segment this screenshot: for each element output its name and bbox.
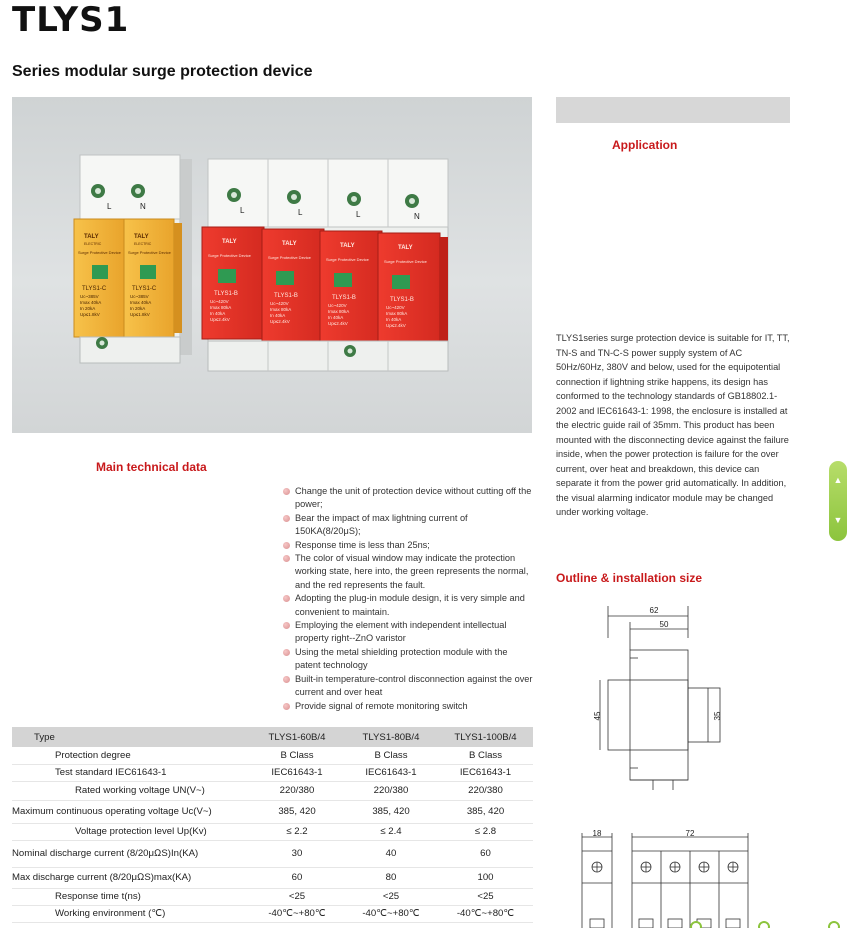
table-cell: 385, 420 bbox=[438, 800, 533, 823]
table-row bbox=[12, 905, 533, 922]
table-row bbox=[12, 867, 533, 888]
table-row bbox=[12, 800, 533, 823]
table-row bbox=[12, 840, 533, 867]
large-terminal-label: L bbox=[240, 206, 245, 215]
triangle-up-icon[interactable]: ▲ bbox=[833, 475, 843, 485]
product-illustration bbox=[12, 97, 532, 433]
front-dimension-diagram bbox=[578, 827, 778, 928]
large-model-label: TLYS1-B bbox=[390, 297, 414, 303]
table-cell: 60 bbox=[250, 867, 344, 888]
module-brand: TALY bbox=[282, 241, 297, 247]
large-spec-line: Imax 80kA bbox=[270, 307, 292, 312]
large-surge-unit bbox=[202, 159, 448, 371]
row-label: Max discharge current (8/20μΩS)max(KA) bbox=[12, 867, 250, 888]
feature-list bbox=[283, 485, 533, 713]
dim-62: 62 bbox=[649, 606, 659, 615]
row-label: Working environment (℃) bbox=[12, 905, 250, 922]
row-label: Test standard IEC61643-1 bbox=[12, 764, 250, 781]
module-device-label: Surge Protective Device bbox=[384, 259, 427, 264]
table-cell: IEC61643-1 bbox=[344, 764, 438, 781]
module-device-label: Surge Protective Device bbox=[268, 255, 311, 260]
feature-text: Built-in temperature-control disconnection against the over current and over heat bbox=[295, 673, 533, 698]
large-model-label: TLYS1-B bbox=[214, 291, 238, 297]
large-spec-line: Imax 80kA bbox=[386, 311, 408, 316]
list-item bbox=[283, 539, 533, 552]
row-label: Maximum continuous operating voltage Uc(V~) bbox=[12, 800, 250, 823]
module-brand: TALY bbox=[222, 239, 237, 245]
large-spec-line: Uc~420V bbox=[386, 305, 405, 310]
triangle-down-icon[interactable]: ▼ bbox=[833, 515, 843, 525]
column-header: TLYS1-100B/4 bbox=[438, 727, 533, 747]
table-cell: B Class bbox=[438, 747, 533, 764]
table-cell: <25 bbox=[344, 888, 438, 905]
dim-18: 18 bbox=[592, 829, 602, 838]
feature-text: Using the metal shielding protection module with the patent technology bbox=[295, 646, 508, 671]
large-spec-line: Up≤2.4kV bbox=[210, 317, 230, 322]
table-row bbox=[12, 747, 533, 764]
side-dimension-diagram bbox=[578, 598, 738, 798]
large-spec-line: In 40kA bbox=[210, 311, 226, 316]
page-subtitle: Series modular surge protection device bbox=[12, 63, 313, 80]
table-cell: 30 bbox=[250, 840, 344, 867]
bullet-icon bbox=[283, 555, 290, 562]
large-spec-line: In 40kA bbox=[328, 315, 344, 320]
table-cell: IEC61643-1 bbox=[250, 764, 344, 781]
module-brand: TALY bbox=[398, 245, 413, 251]
module-device-label: Surge Protective Device bbox=[208, 253, 251, 258]
row-label: Rated working voltage UN(V~) bbox=[12, 781, 250, 800]
small-terminal-label: N bbox=[140, 202, 146, 211]
table-row bbox=[12, 888, 533, 905]
row-label: Response time t(ns) bbox=[12, 888, 250, 905]
table-cell: ≤ 2.4 bbox=[344, 823, 438, 840]
table-row bbox=[12, 823, 533, 840]
bullet-icon bbox=[283, 676, 290, 683]
feature-text: Response time is less than 25ns; bbox=[295, 539, 430, 550]
outline-title: Outline & installation size bbox=[556, 571, 703, 585]
page-dot[interactable] bbox=[758, 921, 770, 928]
brand-title: TLYS1 bbox=[12, 0, 130, 40]
dim-72: 72 bbox=[685, 829, 695, 838]
small-model-label: TLYS1-C bbox=[82, 286, 107, 292]
list-item bbox=[283, 512, 533, 539]
row-label: Voltage protection level Up(Kv) bbox=[12, 823, 250, 840]
dim-50: 50 bbox=[659, 620, 669, 629]
large-spec-line: Up≤2.4kV bbox=[328, 321, 348, 326]
feature-text: Provide signal of remote monitoring switch bbox=[295, 700, 468, 711]
module-device-label: Surge Protective Device bbox=[326, 257, 369, 262]
table-cell: 220/380 bbox=[344, 781, 438, 800]
large-terminal-label: L bbox=[298, 208, 303, 217]
table-cell: 220/380 bbox=[438, 781, 533, 800]
large-spec-line: Uc~420V bbox=[210, 299, 229, 304]
table-row bbox=[12, 764, 533, 781]
list-item bbox=[283, 552, 533, 592]
small-spec-line: Up≤1.8kV bbox=[80, 312, 100, 317]
page-dot[interactable] bbox=[828, 921, 840, 928]
product-photo bbox=[12, 97, 532, 433]
table-cell: 40 bbox=[344, 840, 438, 867]
main-data-title: Main technical data bbox=[96, 460, 207, 474]
row-label: Nominal discharge current (8/20μΩS)In(KA) bbox=[12, 840, 250, 867]
table-cell: -40℃~+80℃ bbox=[438, 905, 533, 922]
small-spec-line: Imax 40kA bbox=[80, 300, 102, 305]
feature-text: Bear the impact of max lightning current of 150KA(8/20μS); bbox=[295, 512, 468, 537]
table-cell: ≤ 2.8 bbox=[438, 823, 533, 840]
large-terminal-label: N bbox=[414, 212, 420, 221]
feature-text: Employing the element with independent intellectual property right--ZnO varistor bbox=[295, 620, 507, 644]
module-sublabel: ELECTRIC bbox=[134, 242, 152, 246]
column-header: TLYS1-60B/4 bbox=[250, 727, 344, 747]
large-spec-line: Uc~420V bbox=[270, 301, 289, 306]
bullet-icon bbox=[283, 649, 290, 656]
table-cell: ≤ 2.2 bbox=[250, 823, 344, 840]
small-spec-line: Imax 40kA bbox=[130, 300, 152, 305]
table-header-row bbox=[12, 727, 533, 747]
table-cell: -40℃~+80℃ bbox=[250, 905, 344, 922]
small-model-label: TLYS1-C bbox=[132, 286, 157, 292]
feature-text: Change the unit of protection device without cutting off the power; bbox=[295, 486, 532, 510]
large-spec-line: Imax 80kA bbox=[328, 309, 350, 314]
bullet-icon bbox=[283, 542, 290, 549]
bullet-icon bbox=[283, 488, 290, 495]
bullet-icon bbox=[283, 703, 290, 710]
list-item bbox=[283, 592, 533, 619]
small-spec-line: Uc~385V bbox=[130, 294, 149, 299]
list-item bbox=[283, 700, 533, 713]
module-brand: TALY bbox=[84, 234, 99, 240]
small-spec-line: In 20kA bbox=[80, 306, 96, 311]
table-cell: <25 bbox=[438, 888, 533, 905]
row-label: Protection degree bbox=[12, 747, 250, 764]
table-cell: 80 bbox=[344, 867, 438, 888]
module-device-label: Surge Protective Device bbox=[78, 250, 121, 255]
module-brand: TALY bbox=[340, 243, 355, 249]
application-text: TLYS1series surge protection device is suitable for IT, TT, TN-S and TN-C-S power supply system of AC 50Hz/60Hz, 380V and below, used for the equipotential connection if lightning strike happens, its design has conformed to the technology standards of GB18802.1-2002 and IEC61643-1: 1998, the enclosure is installed at the electric guide rail of 35mm. This product has been mounted with the disconnecting device against the failure inside, when the power protection is failure for the over current, over heat and breakdown, this device can separate it from the power grid automatically. In addition, the visual alarming indicator module may be changed under working voltage. bbox=[556, 333, 790, 517]
module-sublabel: ELECTRIC bbox=[84, 242, 102, 246]
module-brand: TALY bbox=[134, 234, 149, 240]
large-model-label: TLYS1-B bbox=[332, 295, 356, 301]
small-terminal-label: L bbox=[107, 202, 112, 211]
table-cell: -40℃~+80℃ bbox=[344, 905, 438, 922]
small-surge-unit bbox=[74, 155, 192, 363]
list-item bbox=[283, 646, 533, 673]
large-terminal-label: L bbox=[356, 210, 361, 219]
page-dot[interactable] bbox=[690, 921, 702, 928]
large-spec-line: Uc~420V bbox=[328, 303, 347, 308]
table-row bbox=[12, 781, 533, 800]
large-spec-line: Imax 80kA bbox=[210, 305, 232, 310]
column-header: TLYS1-80B/4 bbox=[344, 727, 438, 747]
module-device-label: Surge Protective Device bbox=[128, 250, 171, 255]
list-item bbox=[283, 485, 533, 512]
large-spec-line: Up≤2.4kV bbox=[386, 323, 406, 328]
bullet-icon bbox=[283, 595, 290, 602]
large-spec-line: In 40kA bbox=[270, 313, 286, 318]
application-header-bar bbox=[556, 97, 790, 123]
table-cell: IEC61643-1 bbox=[438, 764, 533, 781]
large-model-label: TLYS1-B bbox=[274, 293, 298, 299]
table-cell: <25 bbox=[250, 888, 344, 905]
table-cell: 385, 420 bbox=[344, 800, 438, 823]
dim-45: 45 bbox=[593, 711, 602, 721]
list-item bbox=[283, 619, 533, 646]
feature-text: The color of visual window may indicate the protection working state, here into, the green represents the normal, and the red represents the fault. bbox=[295, 553, 529, 590]
large-spec-line: Up≤2.4kV bbox=[270, 319, 290, 324]
small-spec-line: Up≤1.8kV bbox=[130, 312, 150, 317]
scroll-widget[interactable] bbox=[829, 461, 847, 541]
column-header: Type bbox=[12, 727, 250, 747]
feature-text: Adopting the plug-in module design, it is very simple and convenient to maintain. bbox=[295, 593, 525, 617]
table-cell: 100 bbox=[438, 867, 533, 888]
table-cell: 385, 420 bbox=[250, 800, 344, 823]
small-spec-line: Uc~385V bbox=[80, 294, 99, 299]
application-title: Application bbox=[612, 138, 678, 152]
large-spec-line: In 40kA bbox=[386, 317, 402, 322]
list-item bbox=[283, 673, 533, 700]
table-cell: 60 bbox=[438, 840, 533, 867]
bullet-icon bbox=[283, 515, 290, 522]
table-cell: B Class bbox=[250, 747, 344, 764]
spec-table bbox=[12, 727, 533, 923]
small-spec-line: In 20kA bbox=[130, 306, 146, 311]
bullet-icon bbox=[283, 622, 290, 629]
dim-35: 35 bbox=[713, 711, 722, 721]
table-cell: B Class bbox=[344, 747, 438, 764]
table-cell: 220/380 bbox=[250, 781, 344, 800]
